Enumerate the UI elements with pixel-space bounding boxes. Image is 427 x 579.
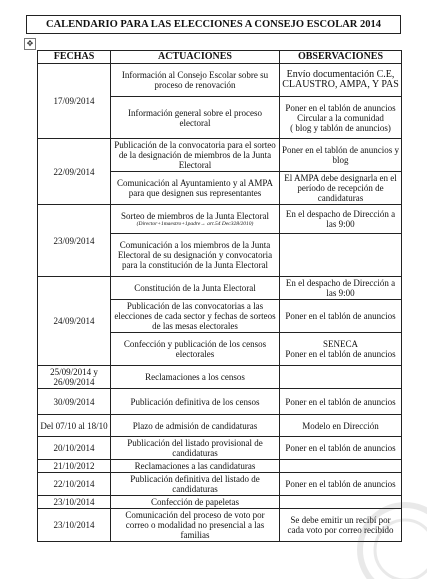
table-row bbox=[38, 277, 402, 300]
observation-cell bbox=[280, 366, 402, 389]
date-cell: 24/09/2014 bbox=[38, 277, 111, 366]
action-cell: Reclamaciones a los censos bbox=[111, 366, 280, 389]
header-fechas: FECHAS bbox=[38, 51, 111, 64]
action-cell: Reclamaciones a las candidaturas bbox=[111, 460, 280, 473]
action-cell bbox=[111, 205, 280, 234]
action-cell: Información al Consejo Escolar sobre su proceso de renovación bbox=[111, 64, 280, 97]
action-cell: Publicación definitiva de los censos bbox=[111, 389, 280, 415]
table-row bbox=[38, 389, 402, 415]
observation-cell bbox=[280, 234, 402, 277]
observation-cell: Se debe emitir un recibí por cada voto por correo recibido bbox=[280, 509, 402, 542]
action-cell: Información general sobre el proceso electoral bbox=[111, 97, 280, 139]
date-cell: 23/10/2014 bbox=[38, 496, 111, 509]
header-actuaciones: ACTUACIONES bbox=[111, 51, 280, 64]
table-row bbox=[38, 64, 402, 97]
faded-seal-watermark bbox=[345, 470, 427, 579]
observation-cell: Modelo en Dirección bbox=[280, 415, 402, 437]
action-cell: Comunicación a los miembros de la Junta Electoral de su designación y convocatoria para la constitución de la Junta Electoral bbox=[111, 234, 280, 277]
date-cell: 23/10/2014 bbox=[38, 509, 111, 542]
table-row bbox=[38, 415, 402, 437]
observation-cell: Envío documentación C.E, CLAUSTRO, AMPA, Y PAS bbox=[280, 64, 402, 97]
observation-cell: Poner en el tablón de anuncios y blog bbox=[280, 139, 402, 172]
action-cell: Publicación de la convocatoria para el sorteo de la designación de miembros de la Junta Electoral bbox=[111, 139, 280, 172]
observation-cell: SENECA Poner en el tablón de anuncios bbox=[280, 333, 402, 366]
date-cell: 25/09/2014 y 26/09/2014 bbox=[38, 366, 111, 389]
date-cell: 17/09/2014 bbox=[38, 64, 111, 139]
four-arrows-move-icon[interactable]: ✥ bbox=[24, 38, 36, 50]
date-cell: 23/09/2014 bbox=[38, 205, 111, 277]
table-row bbox=[38, 205, 402, 234]
header-observaciones: OBSERVACIONES bbox=[280, 51, 402, 64]
action-cell: Constitución de la Junta Electoral bbox=[111, 277, 280, 300]
observation-cell: Poner en el tablón de anuncios bbox=[280, 389, 402, 415]
action-text: Sorteo de miembros de la Junta Electoral bbox=[121, 211, 269, 221]
action-cell: Publicación definitiva del listado de candidaturas bbox=[111, 473, 280, 496]
observation-cell: Poner en el tablón de anuncios bbox=[280, 300, 402, 333]
observation-cell: Poner en el tablón de anuncios bbox=[280, 473, 402, 496]
date-cell: 21/10/2012 bbox=[38, 460, 111, 473]
date-cell: Del 07/10 al 18/10 bbox=[38, 415, 111, 437]
action-cell: Plazo de admisión de candidaturas bbox=[111, 415, 280, 437]
table-row bbox=[38, 139, 402, 172]
election-calendar-table bbox=[37, 50, 402, 542]
legal-reference-note: (Director+1maestro+1padre→ art.54 Dec328/2010) bbox=[136, 221, 254, 227]
date-cell: 22/09/2014 bbox=[38, 139, 111, 205]
table-row bbox=[38, 437, 402, 460]
table-row bbox=[38, 366, 402, 389]
date-cell: 20/10/2014 bbox=[38, 437, 111, 460]
action-cell: Confección de papeletas bbox=[111, 496, 280, 509]
action-cell: Comunicación al Ayuntamiento y al AMPA para que designen sus representantes bbox=[111, 172, 280, 205]
observation-cell: Poner en el tablón de anuncios Circular a la comunidad ( blog y tablón de anuncios) bbox=[280, 97, 402, 139]
action-cell: Publicación de las convocatorias a las elecciones de cada sector y fechas de sorteos de las mesas electorales bbox=[111, 300, 280, 333]
action-cell: Comunicación del proceso de voto por correo o modalidad no presencial a las familias bbox=[111, 509, 280, 542]
action-cell: Publicación del listado provisional de candidaturas bbox=[111, 437, 280, 460]
observation-cell: En el despacho de Dirección a las 9:00 bbox=[280, 205, 402, 234]
date-cell: 30/09/2014 bbox=[38, 389, 111, 415]
table-header-row bbox=[38, 51, 402, 64]
action-cell: Confección y publicación de los censos electorales bbox=[111, 333, 280, 366]
observation-cell: En el despacho de Dirección a las 9:00 bbox=[280, 277, 402, 300]
date-cell: 22/10/2014 bbox=[38, 473, 111, 496]
document-title: CALENDARIO PARA LAS ELECCIONES A CONSEJO ESCOLAR 2014 bbox=[26, 15, 401, 34]
observation-cell: El AMPA debe designarla en el período de recepción de candidaturas bbox=[280, 172, 402, 205]
observation-cell: Poner en el tablón de anuncios bbox=[280, 437, 402, 460]
